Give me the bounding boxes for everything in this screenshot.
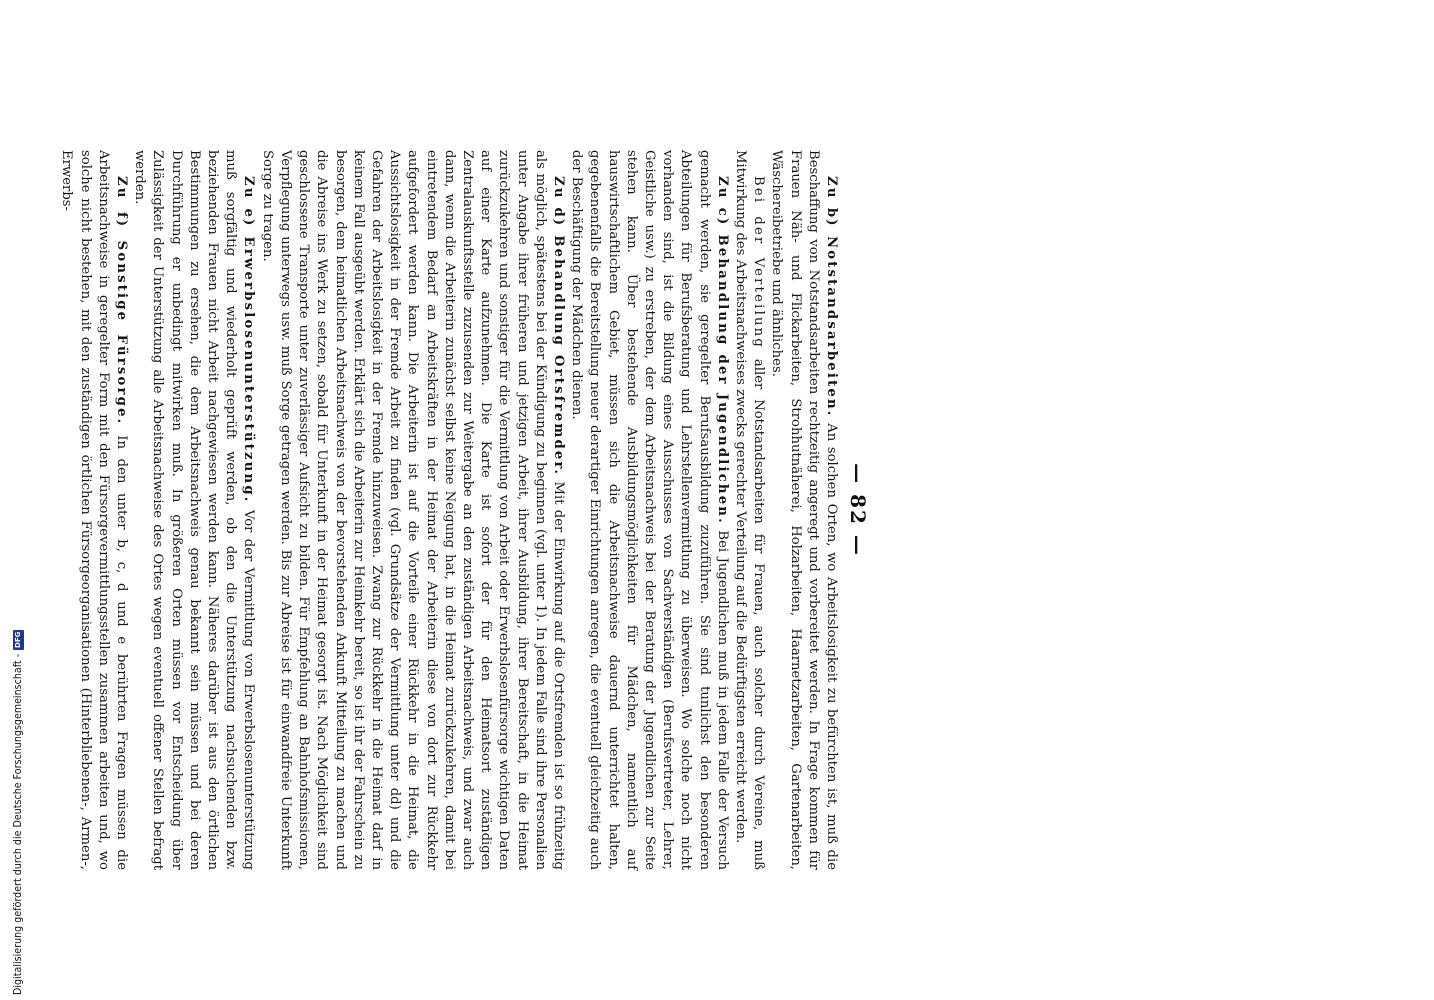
paragraph-text: aller Notstandsarbeiten für Frauen, auch solcher durch Vereine, muß Mitwirkung des Arbeitsnachweises zwecks gerechter Verteilung auf die Bedürftigsten erreicht werden. xyxy=(732,150,767,870)
dfg-logo: DFG xyxy=(14,631,22,648)
paragraph-lead: Zu c) Behandlung der Jugendlichen. xyxy=(714,176,730,525)
paragraph-notstandsarbeiten xyxy=(767,150,840,870)
page-number: — 82 — xyxy=(846,463,870,557)
paragraph-text: Bei Jugendlichen muß in jedem Falle der Versuch gemacht werden, sie geregelter Berufsausbildung zuzuführen. Sie sind tunlichst den besonderen Abteilungen für Berufsberatung und Lehrstellenvermittlung zu überweisen. Wo solche noch nicht vorhanden sind, ist die Bildung eines Ausschusses von Sachverständigen (Berufsvertreter, Lehrer, Geistliche usw.) zu erstreben, der dem Arbeitsnachweis bei der Beratung der Jugendlichen zur Seite stehen kann. Über bestehende Ausbildungsmöglichkeiten für Mädchen, namentlich auf hauswirtschaftlichem Gebiet, müssen sich die Arbeitsnachweise dauernd unterrichtet halten, gegebenenfalls die Bereitstellung neuer derartiger Einrichtungen anregen, die eventuell gleichzeitig auch der Beschäftigung der Mädchen dienen. xyxy=(569,150,730,870)
paragraph-lead: Zu d) Behandlung Ortsfremder. xyxy=(550,176,566,477)
paragraph-lead: Zu f) Sonstige Fürsorge. xyxy=(114,176,130,426)
paragraph-sonstige-fuersorge xyxy=(57,150,130,870)
paragraph-text: Mit der Einwirkung auf die Ortsfremden ist so frühzeitig als möglich, spätestens bei der Kündigung zu beginnen (vgl. unter 1). In jedem Falle sind ihre Personalien unter Angabe ihrer früheren und jetzigen Arbeit, ihrer Ausbildung, ihrer Bereitschaft, in die Heimat zurückzukehren und sonstiger für die Vermittlung von Arbeit oder Erwerbslosenfürsorge wichtigen Daten auf einer Karte aufzunehmen. Die Karte ist sofort der für den Heimatsort zuständigen Zentralauskunftsstelle zuzusenden zur Weitergabe an den zuständigen Arbeitsnachweis, und zwar auch dann, wenn die Arbeiterin zunächst selbst keine Neigung hat, in die Heimat zurückzukehren, damit bei eintretendem Bedarf an Arbeitskräften in der Heimat der Arbeiterin diese von dort zur Rückkehr aufgefordert werden kann. Die Arbeiterin ist auf die Vorteile einer Rückkehr in die Heimat, die Aussichtslosigkeit in der Fremde Arbeit zu finden (vgl. Grundsätze der Vermittlung unter dd) und die Gefahren der Arbeitslosigkeit in der Fremde hinzuweisen. Zwang zur Rückkehr in die Heimat darf in keinem Fall ausgeübt werden. Erklärt sich die Arbeiterin zur Heimkehr bereit, so ist ihr der Fahrschein zu besorgen, dem heimatlichen Arbeitsnachweis von der bevorstehenden Ankunft Mitteilung zu machen und die Abreise ins Werk zu setzen, sobald für Unterkunft in der Heimat gesorgt ist. Nach Möglichkeit sind geschlossene Transporte unter zuverlässiger Aufsicht zu bilden. Für Empfehlung an Bahnhofsmissionen, Verpflegung unterwegs usw. muß Sorge getragen werden. Bis zur Abreise ist für einwandfreie Unterkunft Sorge zu tragen. xyxy=(259,150,566,870)
paragraph-text: In den unter b, c, d und e berührten Fragen müssen die Arbeitsnachweise in geregelter Form mit den Fürsorgevermittlungsstellen zusammen arbeiten und, wo solche nicht bestehen, mit den zuständigen örtlichen Fürsorgeorganisationen (Hinterbliebenen-, Armen-, Erwerbs- xyxy=(59,150,130,870)
paragraph-text: Vor der Vermittlung von Erwerbslosenunterstützung muß sorgfältig und wiederholt geprüft werden, ob den die Unterstützung nachsuchenden bzw. beziehenden Frauen nicht Arbeit nachgewiesen werden kann. Näheres darüber ist aus den örtlichen Bestimmungen zu ersehen, die dem Arbeitsnachweis genau bekannt sein müssen und bei deren Durchführung er unbedingt mitwirken muß. In größeren Orten müssen vor Entscheidung über Zulässigkeit der Unterstützung alle Arbeitsnachweise des Ortes wegen eventuell offener Stellen befragt werden. xyxy=(132,150,257,870)
paragraph-ortsfremde xyxy=(258,150,567,870)
paragraph-lead: Zu b) Notstandsarbeiten. xyxy=(824,176,839,418)
paragraph-jugendliche xyxy=(567,150,731,870)
paragraph-verteilung xyxy=(731,150,767,870)
page-body xyxy=(59,150,840,870)
paragraph-lead: Bei der Verteilung xyxy=(751,176,767,350)
scanned-page xyxy=(59,150,870,870)
paragraph-erwerbslosenunterstuetzung xyxy=(130,150,257,870)
paragraph-text: An solchen Orten, wo Arbeitslosigkeit zu befürchten ist, muß die Beschaffung von Notstandsarbeiten rechtzeitig angeregt und vorbereitet werden. In Frage kommen für Frauen Näh- und Flickarbeiten, Strohhutnäherei, Holzarbeiten, Haarnetzarbeiten, Gartenarbeiten, Wäschereibetriebe und ähnliches. xyxy=(769,150,839,870)
paragraph-lead: Zu e) Erwerbslosenunterstützung. xyxy=(241,176,257,504)
credit-text: Digitalisierung gefördert durch die Deutsche Forschungsgemeinschaft - xyxy=(12,653,24,995)
